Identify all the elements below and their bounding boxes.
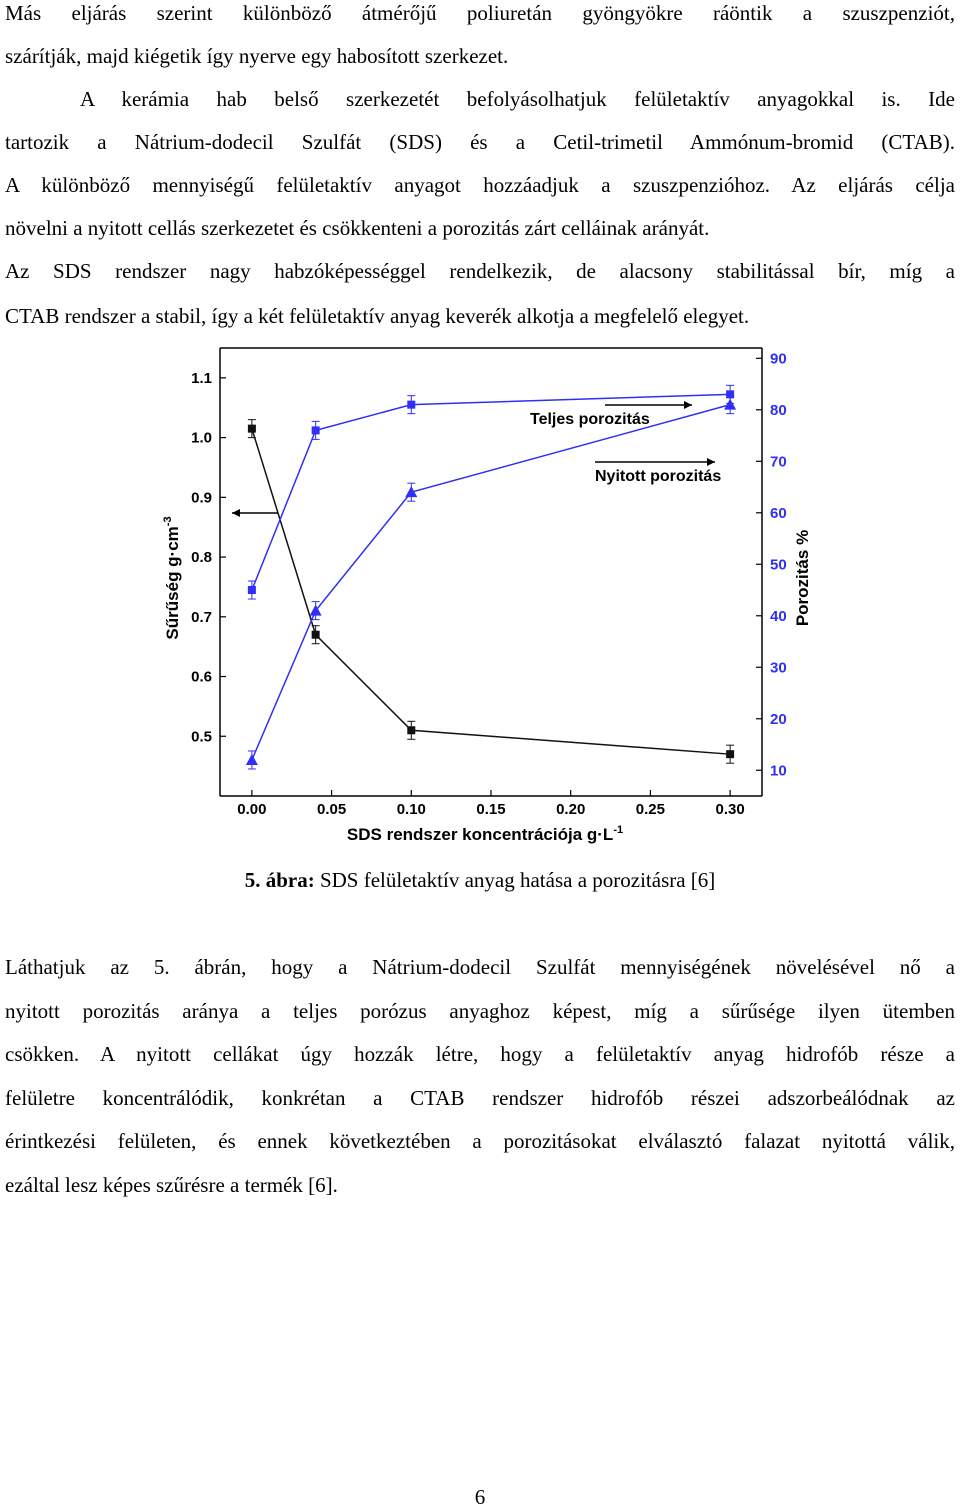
y2-tick-label: 60 (770, 504, 787, 522)
text-line: CTAB rendszer a stabil, így a két felületaktív anyag keverék alkotja a megfelelő elegyet. (5, 304, 750, 328)
text-line: felületre koncentrálódik, konkrétan a CTAB rendszer hidrofób részei adszorbeálódnak az (5, 1086, 955, 1110)
y2-tick-label: 20 (770, 710, 787, 728)
text-line: ezáltal lesz képes szűrésre a termék [6]. (5, 1173, 338, 1197)
data-point (407, 401, 415, 409)
x-tick-label: 0.10 (396, 801, 426, 818)
y-tick-label: 1.0 (191, 429, 212, 447)
y2-tick-label: 80 (770, 401, 787, 419)
text-line: növelni a nyitott cellás szerkezetet és csökkenteni a porozitás zárt celláinak arányát. (5, 216, 710, 240)
y-axis-label: Sűrűség $g\cdot cm^{-3}$ (162, 516, 182, 640)
y2-tick-label: 10 (770, 762, 787, 780)
y-tick-label: 0.5 (191, 728, 212, 746)
x-tick-label: 0.00 (237, 801, 267, 818)
text-line: A kerámia hab belső szerkezetét befolyásolhatjuk felületaktív anyagokkal is. Ide (80, 87, 955, 111)
annotation-nyitott-porozitas: Nyitott porozitás (595, 468, 722, 485)
page-number: 6 (474, 1485, 486, 1509)
data-point (726, 750, 734, 758)
x-tick-label: 0.05 (316, 801, 347, 818)
text-line: Az SDS rendszer nagy habzóképességgel rendelkezik, de alacsony stabilitással bír, míg a (5, 259, 955, 283)
x-tick-label: 0.25 (635, 801, 666, 818)
y2-tick-label: 30 (770, 659, 787, 677)
figure-caption (0, 866, 960, 894)
x-axis-label: SDS rendszer koncentrációja $g\cdot L^{-1}$ (346, 824, 624, 844)
y-tick-label: 0.6 (191, 668, 212, 686)
data-point (248, 425, 256, 433)
text-line: szárítják, majd kiégetik így nyerve egy habosított szerkezet. (5, 44, 509, 68)
y2-tick-label: 70 (770, 453, 787, 471)
figure-chart (150, 338, 830, 858)
annotation-teljes-porozitas: Teljes porozitás (530, 411, 650, 428)
data-point (248, 586, 256, 594)
y-tick-label: 0.8 (191, 549, 212, 567)
caption-label: 5. ábra: (244, 868, 315, 892)
y-tick-label: 1.1 (191, 369, 212, 387)
y2-tick-label: 90 (770, 350, 787, 368)
text-line: érintkezési felületen, és ennek következtében a porozitásokat elválasztó falazat nyitottá válik, (5, 1129, 955, 1153)
x-tick-label: 0.20 (556, 801, 586, 818)
data-point (312, 426, 320, 434)
text-line: Láthatjuk az 5. ábrán, hogy a Nátrium-dodecil Szulfát mennyiségének növelésével nő a (5, 955, 955, 979)
x-tick-label: 0.30 (715, 801, 745, 818)
text-line: csökken. A nyitott cellákat úgy hozzák létre, hogy a felületaktív anyag hidrofób része a (5, 1042, 955, 1066)
y2-tick-label: 40 (770, 607, 787, 625)
y-tick-label: 0.9 (191, 489, 212, 507)
text-line: tartozik a Nátrium-dodecil Szulfát (SDS) és a Cetil-trimetil Ammónum-bromid (CTAB). (5, 130, 955, 154)
data-point (407, 726, 415, 734)
data-point (312, 631, 320, 639)
y2-axis-label: Porozitás % (793, 529, 812, 627)
y-tick-label: 0.7 (191, 608, 212, 626)
y2-tick-label: 50 (770, 556, 787, 574)
text-line: Más eljárás szerint különböző átmérőjű poliuretán gyöngyökre ráöntik a szuszpenziót, (5, 1, 955, 25)
x-tick-label: 0.15 (476, 801, 506, 818)
text-line: nyitott porozitás aránya a teljes porózus anyaghoz képest, míg a sűrűsége ilyen ütemben (5, 999, 955, 1023)
text-line: A különböző mennyiségű felületaktív anyagot hozzáadjuk a szuszpenzióhoz. Az eljárás célja (5, 173, 955, 197)
caption-text: SDS felületaktív anyag hatása a porozitásra [6] (314, 868, 716, 892)
